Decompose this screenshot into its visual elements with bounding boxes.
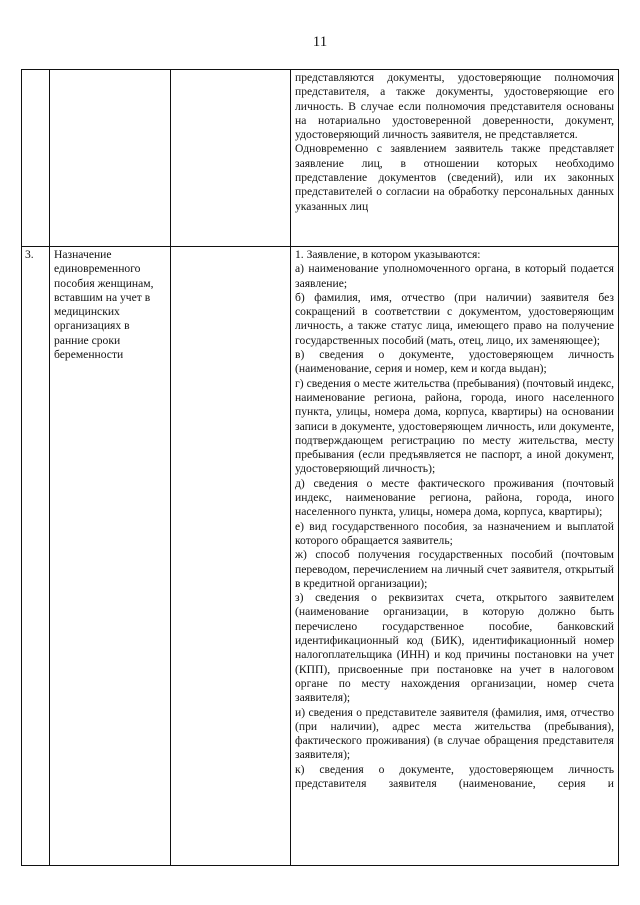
- table-row: [22, 70, 619, 247]
- row-number-cell: 3.: [22, 247, 50, 866]
- page-number: 11: [312, 34, 328, 50]
- documents-cell: [291, 70, 619, 247]
- service-name-cell: [50, 70, 171, 247]
- paragraph: и) сведения о представителе заявителя (фамилия, имя, отчество (при наличии), адрес места жительства (пребывания), фактического проживания) (в случае обращения представителя заявителя);: [295, 705, 614, 762]
- empty-cell: [171, 70, 291, 247]
- paragraph: а) наименование уполномоченного органа, в который подается заявление;: [295, 262, 614, 290]
- paragraph: з) сведения о реквизитах счета, открытого заявителем (наименование организации, в которую должно быть перечислено государственное пособие, банковский идентификационный код (БИК), идентификационный номер налогоплательщика (ИНН) и код причины постановки на учет (КПП), присвоенные при постановке на учет в налоговом органе по месту нахождения организации, номер счета заявителя);: [295, 591, 614, 705]
- paragraph: в) сведения о документе, удостоверяющем личность (наименование, серия и номер, кем и когда выдан);: [295, 348, 614, 376]
- paragraph: б) фамилия, имя, отчество (при наличии) заявителя без сокращений в соответствии с документом, удостоверяющим личность, а также статус лица, имеющего право на получение государственных пособий (мать, отец, лицо, их заменяющее);: [295, 290, 614, 347]
- paragraph: Одновременно с заявлением заявитель также представляет заявление лиц, в отношении которых необходимо представление документов (сведений), или их законных представителей о согласии на обработку персональных данных указанных лиц: [295, 142, 614, 213]
- documents-cell: [291, 247, 619, 866]
- paragraph: к) сведения о документе, удостоверяющем личность представителя заявителя (наименование, серия и: [295, 762, 614, 790]
- paragraph: д) сведения о месте фактического проживания (почтовый индекс, наименование региона, района, города, иного населенного пункта, улицы, номера дома, корпуса, квартиры);: [295, 476, 614, 519]
- row-number-cell: [22, 70, 50, 247]
- paragraph: представляются документы, удостоверяющие полномочия представителя, а также документы, удостоверяющие его личность. В случае если полномочия представителя основаны на нотариально удостоверенной доверенности, документ, удостоверяющий личность заявителя, не представляется.: [295, 71, 614, 142]
- paragraph: ж) способ получения государственных пособий (почтовым переводом, перечислением на личный счет заявителя, открытый в кредитной организации);: [295, 548, 614, 590]
- document-table: [21, 69, 619, 866]
- empty-cell: [171, 247, 291, 866]
- paragraph: е) вид государственного пособия, за назначением и выплатой которого обращается заявитель;: [295, 519, 614, 547]
- table-row: [22, 247, 619, 866]
- paragraph: г) сведения о месте жительства (пребывания) (почтовый индекс, наименование региона, района, города, иного населенного пункта, улицы, номера дома, корпуса, квартиры) на основании записи в документе, удостоверяющем личность, или документе, подтверждающем регистрацию по месту жительства, месту пребывания (если предъявляется не паспорт, а иной документ, удостоверяющий личность);: [295, 376, 614, 476]
- paragraph: 1. Заявление, в котором указываются:: [295, 248, 481, 261]
- service-name-cell: Назначение единовременного пособия женщинам, вставшим на учет в медицинских организациях в ранние сроки беременности: [50, 247, 171, 866]
